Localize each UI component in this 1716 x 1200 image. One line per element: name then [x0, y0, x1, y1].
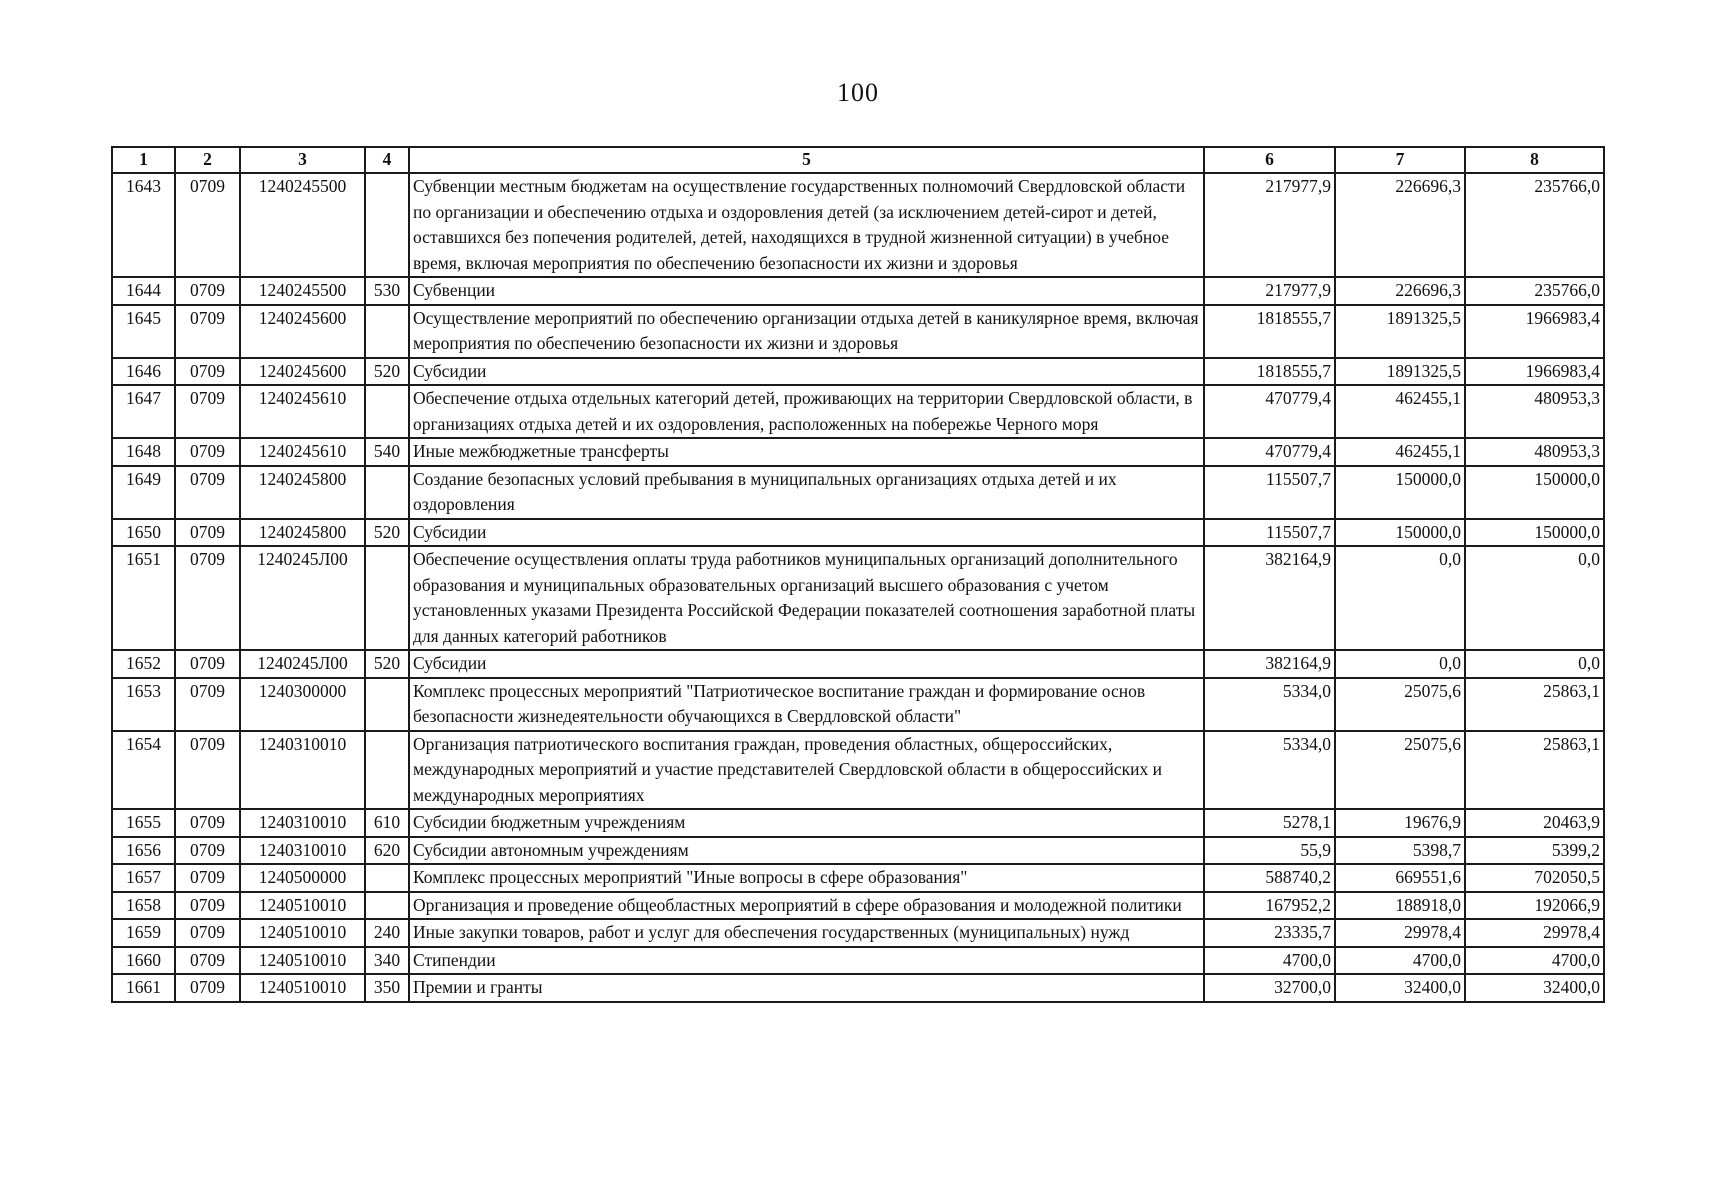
section-code: 0709	[175, 466, 240, 519]
item-name: Субсидии	[409, 650, 1204, 678]
amount-col-7: 150000,0	[1335, 466, 1465, 519]
section-code: 0709	[175, 919, 240, 947]
row-number: 1644	[112, 277, 175, 305]
expense-type: 520	[365, 358, 409, 386]
table-row	[112, 864, 1604, 892]
item-name: Субсидии	[409, 358, 1204, 386]
amount-col-6: 115507,7	[1204, 519, 1335, 547]
amount-col-6: 588740,2	[1204, 864, 1335, 892]
table-row	[112, 892, 1604, 920]
amount-col-7: 462455,1	[1335, 438, 1465, 466]
expense-type	[365, 385, 409, 438]
target-code: 1240310010	[240, 731, 365, 810]
header-col-5: 5	[409, 147, 1204, 173]
row-number: 1652	[112, 650, 175, 678]
target-code: 1240245610	[240, 438, 365, 466]
section-code: 0709	[175, 277, 240, 305]
row-number: 1646	[112, 358, 175, 386]
table-row	[112, 947, 1604, 975]
header-col-3: 3	[240, 147, 365, 173]
target-code: 1240245500	[240, 277, 365, 305]
row-number: 1649	[112, 466, 175, 519]
expense-type	[365, 731, 409, 810]
header-col-1: 1	[112, 147, 175, 173]
section-code: 0709	[175, 947, 240, 975]
amount-col-6: 470779,4	[1204, 385, 1335, 438]
amount-col-6: 5278,1	[1204, 809, 1335, 837]
section-code: 0709	[175, 678, 240, 731]
amount-col-6: 115507,7	[1204, 466, 1335, 519]
amount-col-8: 480953,3	[1465, 438, 1604, 466]
expense-type	[365, 678, 409, 731]
expense-type: 520	[365, 650, 409, 678]
amount-col-6: 1818555,7	[1204, 305, 1335, 358]
item-name: Обеспечение осуществления оплаты труда работников муниципальных организаций дополнительного образования и муниципальных образовательных организаций высшего образования с учетом установленных указами Президента Российской Федерации показателей соотношения заработной платы для данных категорий работников	[409, 546, 1204, 650]
amount-col-8: 25863,1	[1465, 678, 1604, 731]
amount-col-7: 1891325,5	[1335, 358, 1465, 386]
item-name: Организация патриотического воспитания граждан, проведения областных, общероссийских, международных мероприятий и участие представителей Свердловской области в общероссийских и международных мероприятиях	[409, 731, 1204, 810]
table-row	[112, 358, 1604, 386]
amount-col-6: 5334,0	[1204, 678, 1335, 731]
amount-col-8: 235766,0	[1465, 173, 1604, 277]
row-number: 1653	[112, 678, 175, 731]
amount-col-7: 4700,0	[1335, 947, 1465, 975]
amount-col-7: 188918,0	[1335, 892, 1465, 920]
amount-col-7: 462455,1	[1335, 385, 1465, 438]
table-row	[112, 678, 1604, 731]
item-name: Осуществление мероприятий по обеспечению организации отдыха детей в каникулярное время, включая мероприятия по обеспечению безопасности их жизни и здоровья	[409, 305, 1204, 358]
row-number: 1650	[112, 519, 175, 547]
amount-col-7: 1891325,5	[1335, 305, 1465, 358]
section-code: 0709	[175, 731, 240, 810]
row-number: 1657	[112, 864, 175, 892]
target-code: 1240245500	[240, 173, 365, 277]
amount-col-8: 235766,0	[1465, 277, 1604, 305]
amount-col-8: 192066,9	[1465, 892, 1604, 920]
table-body	[112, 173, 1604, 1002]
target-code: 1240245600	[240, 358, 365, 386]
amount-col-7: 669551,6	[1335, 864, 1465, 892]
amount-col-7: 25075,6	[1335, 731, 1465, 810]
header-col-4: 4	[365, 147, 409, 173]
header-row	[112, 147, 1604, 173]
target-code: 1240245Л00	[240, 546, 365, 650]
item-name: Субвенции	[409, 277, 1204, 305]
row-number: 1648	[112, 438, 175, 466]
table-row	[112, 438, 1604, 466]
amount-col-6: 382164,9	[1204, 650, 1335, 678]
section-code: 0709	[175, 438, 240, 466]
amount-col-8: 0,0	[1465, 650, 1604, 678]
target-code: 1240245610	[240, 385, 365, 438]
section-code: 0709	[175, 173, 240, 277]
row-number: 1654	[112, 731, 175, 810]
table-row	[112, 919, 1604, 947]
section-code: 0709	[175, 305, 240, 358]
item-name: Субсидии бюджетным учреждениям	[409, 809, 1204, 837]
row-number: 1659	[112, 919, 175, 947]
amount-col-8: 480953,3	[1465, 385, 1604, 438]
target-code: 1240310010	[240, 809, 365, 837]
row-number: 1655	[112, 809, 175, 837]
expense-type: 350	[365, 974, 409, 1002]
section-code: 0709	[175, 892, 240, 920]
item-name: Комплекс процессных мероприятий "Патриотическое воспитание граждан и формирование основ безопасности жизнедеятельности обучающихся в Свердловской области"	[409, 678, 1204, 731]
item-name: Создание безопасных условий пребывания в муниципальных организациях отдыха детей и их оздоровления	[409, 466, 1204, 519]
item-name: Премии и гранты	[409, 974, 1204, 1002]
amount-col-6: 167952,2	[1204, 892, 1335, 920]
amount-col-8: 1966983,4	[1465, 358, 1604, 386]
expense-type: 620	[365, 837, 409, 865]
section-code: 0709	[175, 519, 240, 547]
page-number: 100	[837, 78, 879, 107]
table-row	[112, 809, 1604, 837]
target-code: 1240510010	[240, 974, 365, 1002]
item-name: Субвенции местным бюджетам на осуществление государственных полномочий Свердловской области по организации и обеспечению отдыха и оздоровления детей (за исключением детей-сирот и детей, оставшихся без попечения родителей, детей, находящихся в трудной жизненной ситуации) в учебное время, включая мероприятия по обеспечению безопасности их жизни и здоровья	[409, 173, 1204, 277]
amount-col-7: 226696,3	[1335, 173, 1465, 277]
amount-col-6: 1818555,7	[1204, 358, 1335, 386]
table-row	[112, 519, 1604, 547]
amount-col-7: 29978,4	[1335, 919, 1465, 947]
header-col-2: 2	[175, 147, 240, 173]
header-col-6: 6	[1204, 147, 1335, 173]
amount-col-7: 226696,3	[1335, 277, 1465, 305]
amount-col-8: 4700,0	[1465, 947, 1604, 975]
amount-col-8: 0,0	[1465, 546, 1604, 650]
amount-col-6: 4700,0	[1204, 947, 1335, 975]
section-code: 0709	[175, 385, 240, 438]
target-code: 1240510010	[240, 892, 365, 920]
table-row	[112, 305, 1604, 358]
row-number: 1647	[112, 385, 175, 438]
amount-col-6: 217977,9	[1204, 277, 1335, 305]
section-code: 0709	[175, 358, 240, 386]
table-row	[112, 650, 1604, 678]
header-col-7: 7	[1335, 147, 1465, 173]
row-number: 1643	[112, 173, 175, 277]
amount-col-6: 217977,9	[1204, 173, 1335, 277]
target-code: 1240300000	[240, 678, 365, 731]
expense-type	[365, 305, 409, 358]
target-code: 1240510010	[240, 947, 365, 975]
target-code: 1240510010	[240, 919, 365, 947]
table-row	[112, 385, 1604, 438]
amount-col-8: 5399,2	[1465, 837, 1604, 865]
budget-table	[111, 146, 1605, 1003]
amount-col-7: 150000,0	[1335, 519, 1465, 547]
expense-type: 610	[365, 809, 409, 837]
row-number: 1658	[112, 892, 175, 920]
item-name: Стипендии	[409, 947, 1204, 975]
amount-col-8: 1966983,4	[1465, 305, 1604, 358]
table-row	[112, 837, 1604, 865]
item-name: Комплекс процессных мероприятий "Иные вопросы в сфере образования"	[409, 864, 1204, 892]
target-code: 1240245800	[240, 466, 365, 519]
expense-type	[365, 864, 409, 892]
amount-col-6: 32700,0	[1204, 974, 1335, 1002]
item-name: Организация и проведение общеобластных мероприятий в сфере образования и молодежной политики	[409, 892, 1204, 920]
row-number: 1645	[112, 305, 175, 358]
table-row	[112, 277, 1604, 305]
item-name: Субсидии автономным учреждениям	[409, 837, 1204, 865]
section-code: 0709	[175, 650, 240, 678]
amount-col-7: 32400,0	[1335, 974, 1465, 1002]
row-number: 1651	[112, 546, 175, 650]
expense-type	[365, 892, 409, 920]
row-number: 1660	[112, 947, 175, 975]
target-code: 1240245800	[240, 519, 365, 547]
amount-col-6: 5334,0	[1204, 731, 1335, 810]
header-col-8: 8	[1465, 147, 1604, 173]
expense-type	[365, 173, 409, 277]
amount-col-8: 29978,4	[1465, 919, 1604, 947]
amount-col-8: 702050,5	[1465, 864, 1604, 892]
item-name: Субсидии	[409, 519, 1204, 547]
amount-col-6: 382164,9	[1204, 546, 1335, 650]
row-number: 1656	[112, 837, 175, 865]
item-name: Иные межбюджетные трансферты	[409, 438, 1204, 466]
expense-type: 240	[365, 919, 409, 947]
item-name: Обеспечение отдыха отдельных категорий детей, проживающих на территории Свердловской области, в организациях отдыха детей и их оздоровления, расположенных на побережье Черного моря	[409, 385, 1204, 438]
amount-col-7: 25075,6	[1335, 678, 1465, 731]
section-code: 0709	[175, 546, 240, 650]
expense-type: 520	[365, 519, 409, 547]
expense-type: 540	[365, 438, 409, 466]
amount-col-7: 19676,9	[1335, 809, 1465, 837]
amount-col-6: 23335,7	[1204, 919, 1335, 947]
amount-col-6: 470779,4	[1204, 438, 1335, 466]
amount-col-7: 0,0	[1335, 650, 1465, 678]
target-code: 1240245600	[240, 305, 365, 358]
table-row	[112, 466, 1604, 519]
amount-col-6: 55,9	[1204, 837, 1335, 865]
section-code: 0709	[175, 837, 240, 865]
expense-type	[365, 466, 409, 519]
section-code: 0709	[175, 809, 240, 837]
amount-col-8: 25863,1	[1465, 731, 1604, 810]
table-row	[112, 731, 1604, 810]
table-row	[112, 173, 1604, 277]
amount-col-7: 0,0	[1335, 546, 1465, 650]
target-code: 1240310010	[240, 837, 365, 865]
section-code: 0709	[175, 864, 240, 892]
expense-type: 340	[365, 947, 409, 975]
amount-col-8: 150000,0	[1465, 466, 1604, 519]
amount-col-7: 5398,7	[1335, 837, 1465, 865]
section-code: 0709	[175, 974, 240, 1002]
table-row	[112, 546, 1604, 650]
table-row	[112, 974, 1604, 1002]
item-name: Иные закупки товаров, работ и услуг для обеспечения государственных (муниципальных) нужд	[409, 919, 1204, 947]
amount-col-8: 32400,0	[1465, 974, 1604, 1002]
amount-col-8: 20463,9	[1465, 809, 1604, 837]
expense-type: 530	[365, 277, 409, 305]
amount-col-8: 150000,0	[1465, 519, 1604, 547]
expense-type	[365, 546, 409, 650]
target-code: 1240500000	[240, 864, 365, 892]
target-code: 1240245Л00	[240, 650, 365, 678]
row-number: 1661	[112, 974, 175, 1002]
